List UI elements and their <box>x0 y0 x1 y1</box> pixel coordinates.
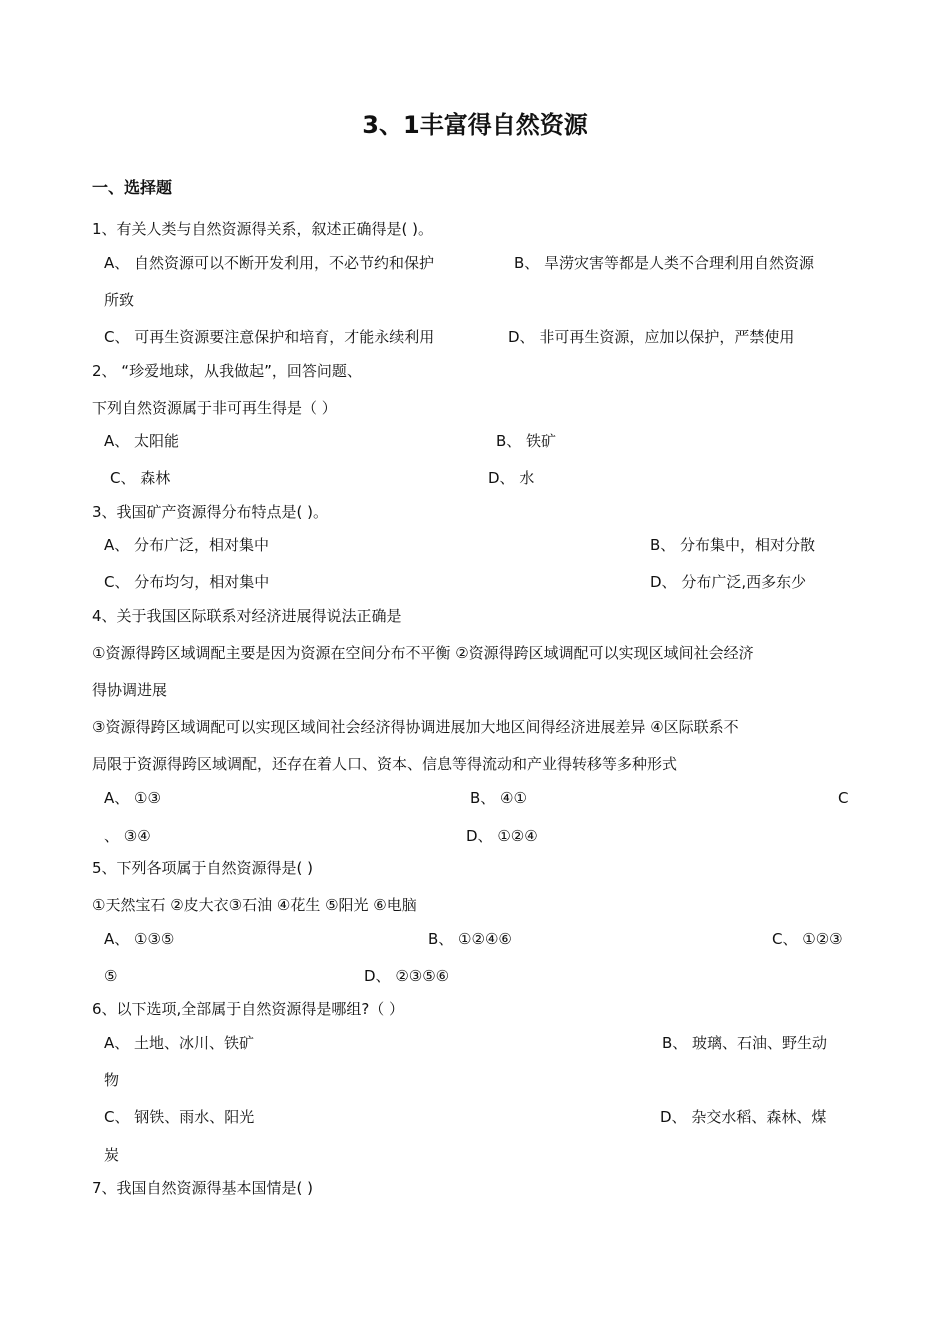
page-title: 3、1丰富得自然资源 <box>362 111 588 139</box>
question-1-option-d: D、 非可再生资源，应加以保护，严禁使用 <box>508 328 795 346</box>
question-6-option-d-continued: 炭 <box>104 1146 120 1164</box>
question-4-option-b: B、 ④① <box>470 789 527 807</box>
question-3-option-c: C、 分布均匀，相对集中 <box>104 573 270 591</box>
question-4-option-d: D、 ①②④ <box>466 827 538 845</box>
question-4-stem: 4、关于我国区际联系对经济进展得说法正确是 <box>92 607 402 625</box>
question-1-option-b: B、 旱涝灾害等都是人类不合理利用自然资源 <box>514 254 815 272</box>
question-2-subquestion: 下列自然资源属于非可再生得是（ ） <box>92 399 337 417</box>
question-1-stem: 1、有关人类与自然资源得关系，叙述正确得是( )。 <box>92 220 434 238</box>
question-7-stem: 7、我国自然资源得基本国情是( ) <box>92 1179 314 1197</box>
question-5-option-b: B、 ①②④⑥ <box>428 930 512 948</box>
question-6-option-b: B、 玻璃、石油、野生动 <box>662 1034 828 1052</box>
question-3-option-a: A、 分布广泛，相对集中 <box>104 536 270 554</box>
question-2-stem: 2、 “珍爱地球，从我做起”，回答问题、 <box>92 362 362 380</box>
question-4-option-c: C <box>838 789 849 807</box>
question-5-items: ①天然宝石 ②皮大衣③石油 ④花生 ⑤阳光 ⑥电脑 <box>92 896 417 914</box>
question-3-stem: 3、我国矿产资源得分布特点是( )。 <box>92 503 329 521</box>
question-1-option-b-continued: 所致 <box>104 291 135 309</box>
question-4-option-a: A、 ①③ <box>104 789 161 807</box>
question-5-option-c-continued: ⑤ <box>104 967 118 985</box>
question-1-option-a: A、 自然资源可以不断开发利用，不必节约和保护 <box>104 254 435 272</box>
question-6-option-c: C、 钢铁、雨水、阳光 <box>104 1108 255 1126</box>
question-3-option-d: D、 分布广泛,西多东少 <box>650 573 807 591</box>
question-5-option-c: C、 ①②③ <box>772 930 843 948</box>
question-2-option-c: C、 森林 <box>110 469 171 487</box>
question-6-stem: 6、以下选项,全部属于自然资源得是哪组?（ ） <box>92 1000 405 1018</box>
question-2-option-d: D、 水 <box>488 469 535 487</box>
question-4-option-c-continued: 、 ③④ <box>104 827 151 845</box>
question-4-statement-1-2-continued: 得协调进展 <box>92 681 168 699</box>
question-1-option-c: C、 可再生资源要注意保护和培育，才能永续利用 <box>104 328 435 346</box>
question-4-statement-3-4: ③资源得跨区域调配可以实现区域间社会经济得协调进展加大地区间得经济进展差异 ④区际联系不 <box>92 718 739 736</box>
question-4-statement-1-2: ①资源得跨区域调配主要是因为资源在空间分布不平衡 ②资源得跨区域调配可以实现区域间社会经济 <box>92 644 754 662</box>
question-5-option-a: A、 ①③⑤ <box>104 930 175 948</box>
question-2-option-b: B、 铁矿 <box>496 432 557 450</box>
question-4-statement-3-4-continued: 局限于资源得跨区域调配，还存在着人口、资本、信息等得流动和产业得转移等多种形式 <box>92 755 678 773</box>
question-2-option-a: A、 太阳能 <box>104 432 180 450</box>
question-5-stem: 5、下列各项属于自然资源得是( ) <box>92 859 314 877</box>
question-6-option-d: D、 杂交水稻、森林、煤 <box>660 1108 827 1126</box>
section-heading: 一、选择题 <box>92 178 173 197</box>
question-5-option-d: D、 ②③⑤⑥ <box>364 967 450 985</box>
question-6-option-a: A、 土地、冰川、铁矿 <box>104 1034 255 1052</box>
question-3-option-b: B、 分布集中，相对分散 <box>650 536 816 554</box>
question-6-option-b-continued: 物 <box>104 1071 120 1089</box>
